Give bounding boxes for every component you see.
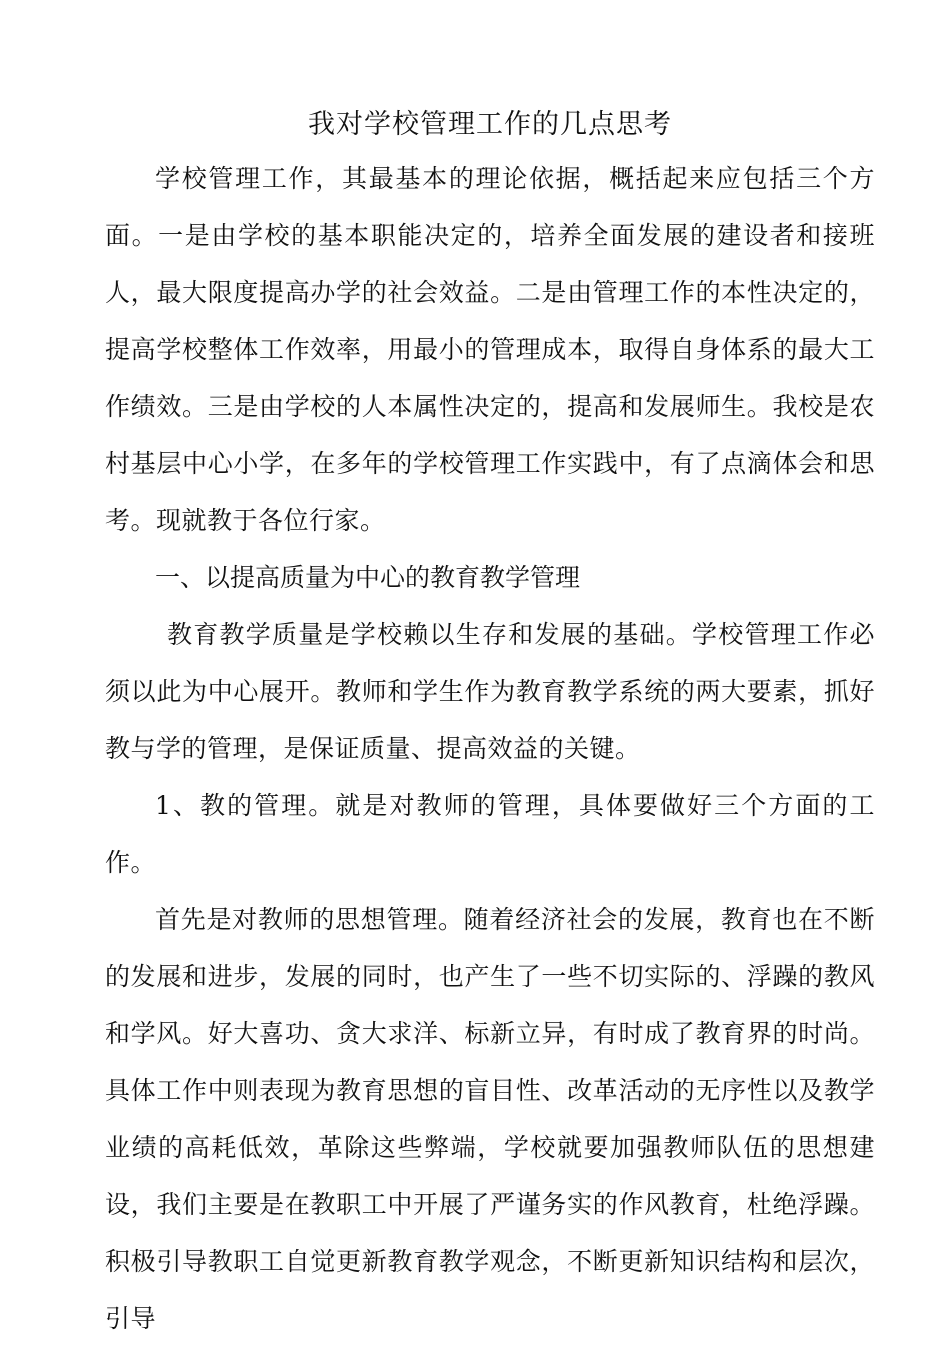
- document-page: [105, 100, 875, 1347]
- paragraph-intro: 学校管理工作，其最基本的理论依据，概括起来应包括三个方面。一是由学校的基本职能决定的，培养全面发展的建设者和接班人，最大限度提高办学的社会效益。二是由管理工作的本性决定的，提高学校整体工作效率，用最小的管理成本，取得自身体系的最大工作绩效。三是由学校的人本属性决定的，提高和发展师生。我校是农村基层中心小学，在多年的学校管理工作实践中，有了点滴体会和思考。现就教于各位行家。: [105, 164, 875, 535]
- paragraph-thought-management: 首先是对教师的思想管理。随着经济社会的发展，教育也在不断的发展和进步，发展的同时，也产生了一些不切实际的、浮躁的教风和学风。好大喜功、贪大求洋、标新立异，有时成了教育界的时尚。具体工作中则表现为教育思想的盲目性、改革活动的无序性以及教学业绩的高耗低效，革除这些弊端，学校就要加强教师队伍的思想建设，我们主要是在教职工中开展了严谨务实的作风教育，杜绝浮躁。积极引导教职工自觉更新教育教学观念，不断更新知识结构和层次，引导: [105, 905, 875, 1333]
- paragraph-quality: 教育教学质量是学校赖以生存和发展的基础。学校管理工作必须以此为中心展开。教师和学生作为教育教学系统的两大要素，抓好教与学的管理，是保证质量、提高效益的关键。: [105, 620, 875, 763]
- document-title: 我对学校管理工作的几点思考: [308, 109, 672, 140]
- paragraph-teaching-management: 1、教的管理。就是对教师的管理，具体要做好三个方面的工作。: [105, 791, 875, 877]
- section-heading-1: 一、以提高质量为中心的教育教学管理: [155, 563, 581, 592]
